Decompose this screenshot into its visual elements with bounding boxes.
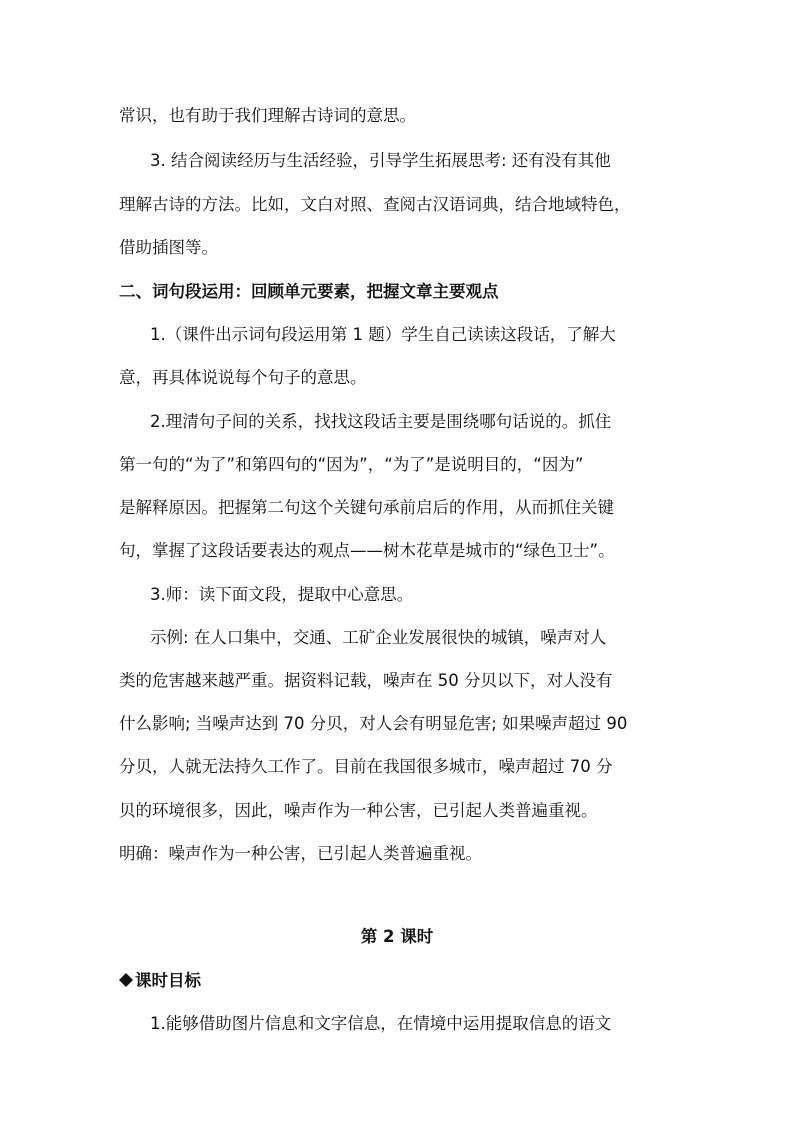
example-line: 分贝，人就无法持久工作了。目前在我国很多城市，噪声超过 70 分 (119, 757, 613, 776)
paragraph-line: 理解古诗的方法。比如，文白对照、查阅古汉语词典，结合地域特色， (119, 195, 631, 214)
paragraph-line: 常识，也有助于我们理解古诗词的意思。 (119, 106, 416, 125)
paragraph-line: 3. 结合阅读经历与生活经验，引导学生拓展思考: 还有没有其他 (150, 151, 611, 170)
conclusion-line: 明确：噪声作为一种公害，已引起人类普遍重视。 (119, 844, 482, 863)
paragraph-line: 3.师：读下面文段，提取中心意思。 (150, 585, 414, 604)
objectives-heading-text: 课时目标 (135, 971, 201, 990)
paragraph-line: 第一句的“为了”和第四句的“因为”，“为了”是说明目的，“因为” (119, 455, 584, 474)
paragraph-line: 2.理清句子间的关系，找找这段话主要是围绕哪句话说的。抓住 (150, 412, 612, 431)
example-line: 什么影响; 当噪声达到 70 分贝，对人会有明显危害; 如果噪声超过 90 (119, 714, 628, 733)
paragraph-line: 1.能够借助图片信息和文字信息，在情境中运用提取信息的语文 (150, 1014, 612, 1033)
example-line: 贝的环境很多，因此，噪声作为一种公害，已引起人类普遍重视。 (119, 801, 598, 820)
paragraph-line: 意，再具体说说每个句子的意思。 (119, 368, 367, 387)
paragraph-line: 借助插图等。 (119, 238, 218, 257)
example-line: 类的危害越来越严重。据资料记载，噪声在 50 分贝以下，对人没有 (119, 671, 613, 690)
lesson-title: 第 2 课时 (360, 927, 434, 946)
paragraph-line: 1.（课件出示词句段运用第 1 题）学生自己读读这段话，了解大 (150, 325, 616, 344)
objectives-heading (119, 970, 689, 992)
section-heading: 二、词句段运用：回顾单元要素，把握文章主要观点 (119, 282, 499, 301)
paragraph-line: 是解释原因。把握第二句这个关键句承前启后的作用，从而抓住关键 (119, 498, 614, 517)
paragraph-line: 句，掌握了这段话要表达的观点——树木花草是城市的“绿色卫士”。 (119, 541, 615, 560)
example-line: 示例: 在人口集中，交通、工矿企业发展很快的城镇，噪声对人 (150, 628, 607, 647)
diamond-bullet-icon (119, 973, 133, 987)
